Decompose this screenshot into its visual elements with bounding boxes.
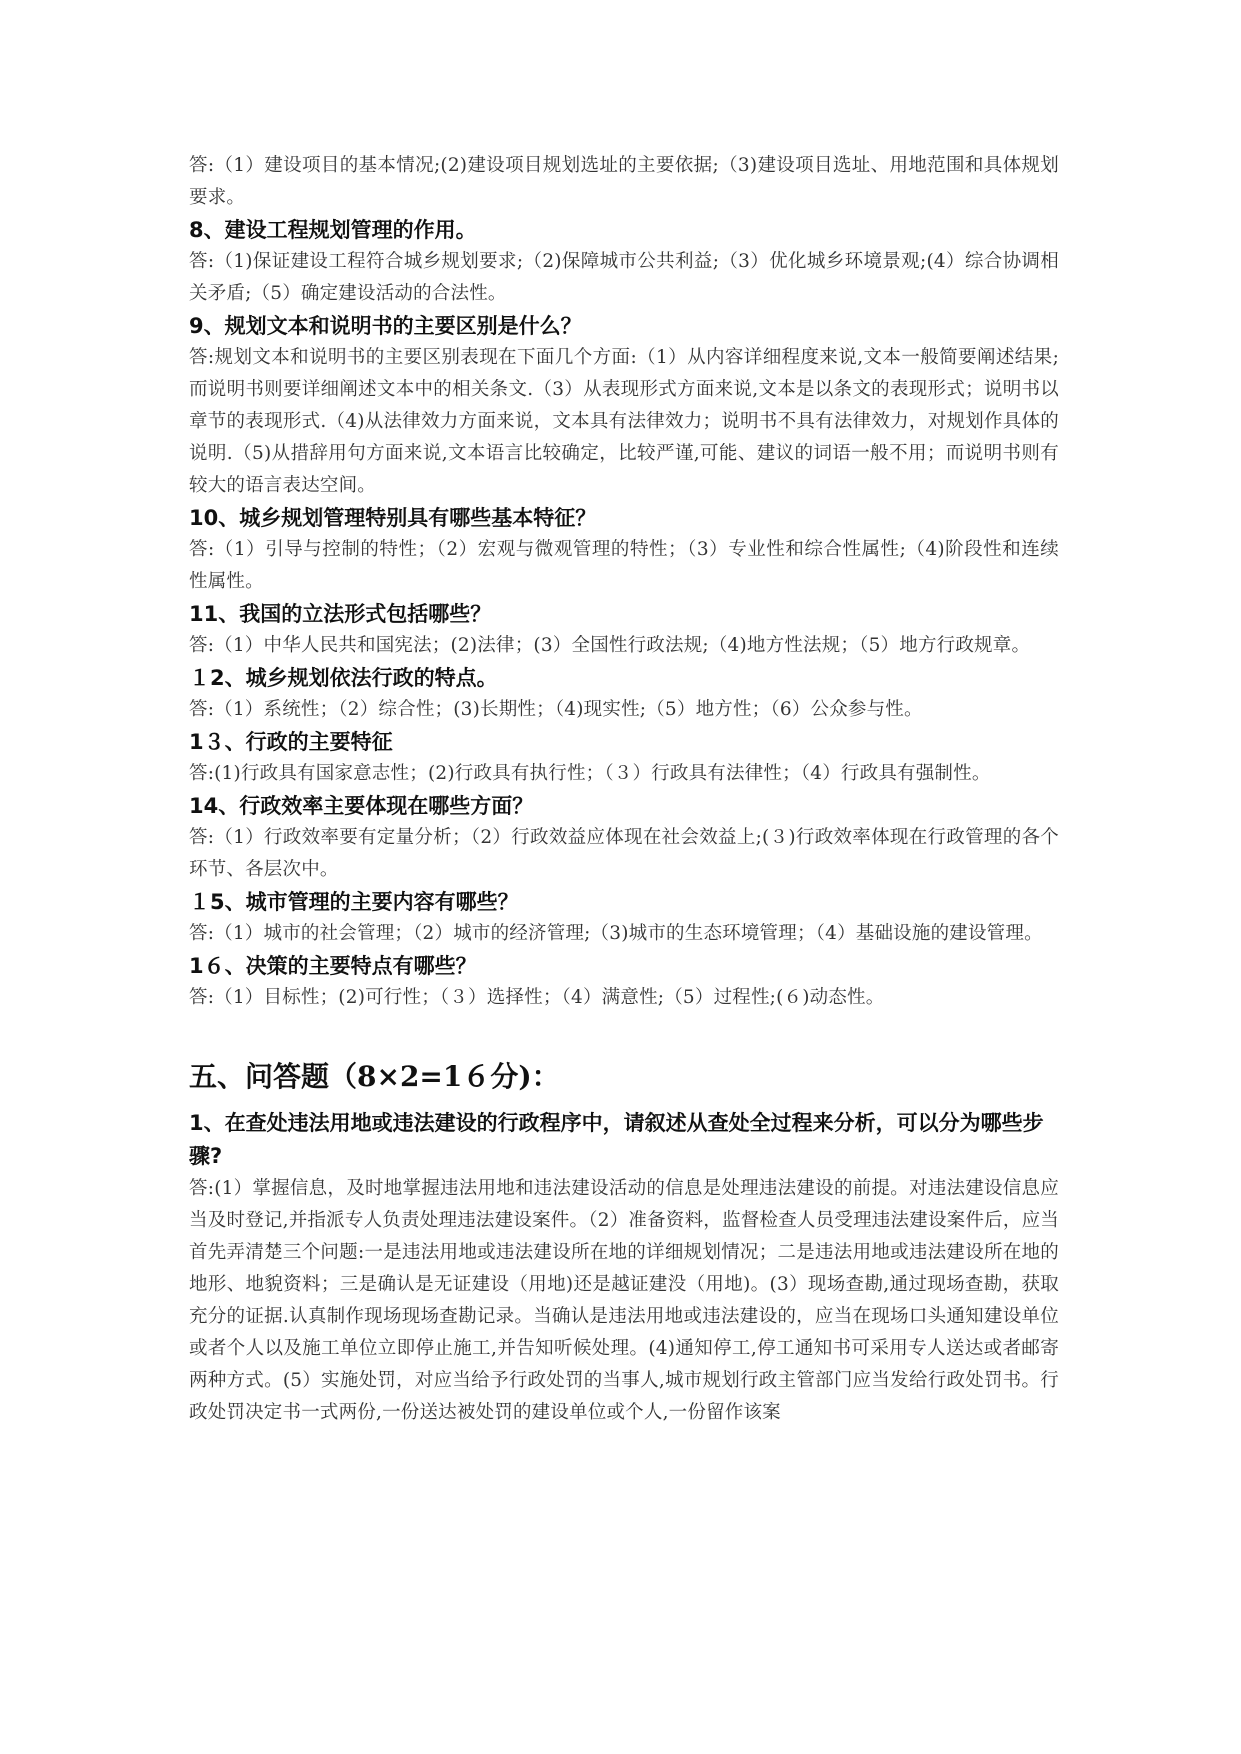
question-heading: 14、行政效率主要体现在哪些方面？ [189,794,534,818]
answer-text: 答:(1)行政具有国家意志性；(2)行政具有执行性；（３）行政具有法律性；（4）行政具有强制性。 [189,763,991,784]
question-heading: 8、建设工程规划管理的作用。 [189,218,477,242]
question-heading: 10、城乡规划管理特别具有哪些基本特征？ [189,506,597,530]
question-heading: １2、城乡规划依法行政的特点。 [189,666,498,690]
section-heading: 五、问答题（8×2=1６分)： [189,1060,560,1093]
answer-text: 答:（1）行政效率要有定量分析；（2）行政效益应体现在社会效益上;(３)行政效率体现在行政管理的各个环节、各层次中。 [189,827,1059,880]
question-heading: 11、我国的立法形式包括哪些？ [189,602,492,626]
answer-text: 答:规划文本和说明书的主要区别表现在下面几个方面:（1）从内容详细程度来说,文本一般简要阐述结果;而说明书则要详细阐述文本中的相关条文.（3）从表现形式方面来说,文本是以条文的表现形式；说明书以章节的表现形式.（4)从法律效力方面来说，文本具有法律效力；说明书不具有法律效力，对规划作具体的说明.（5)从措辞用句方面来说,文本语言比较确定，比较严谨,可能、建议的词语一般不用；而说明书则有较大的语言表达空间。 [189,347,1059,496]
answer-text: 答:（1）建设项目的基本情况;(2)建设项目规划选址的主要依据;（3)建设项目选址、用地范围和具体规划要求。 [189,155,1059,208]
question-heading: 1３、行政的主要特征 [189,730,393,754]
answer-text: 答:（1）目标性；(2)可行性；（３）选择性；（4）满意性;（5）过程性;(６)动态性。 [189,987,885,1008]
question-heading: 1６、决策的主要特点有哪些？ [189,954,477,978]
answer-text: 答:（1）系统性；（2）综合性；(3)长期性；（4)现实性;（5）地方性；（6）公众参与性。 [189,699,923,720]
answer-text: 答:（1）中华人民共和国宪法；(2)法律；(3）全国性行政法规;（4)地方性法规；（5）地方行政规章。 [189,635,1031,656]
question-heading: 1、在查处违法用地或违法建设的行政程序中，请叙述从查处全过程来分析，可以分为哪些步骤? [189,1111,1044,1168]
answer-text: 答:(1）掌握信息，及时地掌握违法用地和违法建设活动的信息是处理违法建设的前提。对违法建设信息应当及时登记,并指派专人负责处理违法建设案件。（2）准备资料，监督检查人员受理违法建设案件后，应当首先弄清楚三个问题:一是违法用地或违法建设所在地的详细规划情况；二是违法用地或违法建设所在地的地形、地貌资料；三是确认是无证建设（用地)还是越证建没（用地)。(3）现场查勘,通过现场查勘，获取充分的证据.认真制作现场现场查勘记录。当确认是违法用地或违法建设的，应当在现场口头通知建设单位或者个人以及施工单位立即停止施工,并告知听候处理。(4)通知停工,停工通知书可采用专人送达或者邮寄两种方式。(5）实施处罚，对应当给予行政处罚的当事人,城市规划行政主管部门应当发给行政处罚书。行政处罚决定书一式两份,一份送达被处罚的建设单位或个人,一份留作该案 [189,1178,1059,1423]
question-heading: 9、规划文本和说明书的主要区别是什么？ [189,314,582,338]
answer-text: 答:（1）城市的社会管理；（2）城市的经济管理;（3)城市的生态环境管理；（4）基础设施的建设管理。 [189,923,1043,944]
document-page [189,150,1059,1429]
answer-text: 答:（1）引导与控制的特性；（2）宏观与微观管理的特性；（3）专业性和综合性属性;（4)阶段性和连续性属性。 [189,539,1059,592]
answer-text: 答:（1)保证建设工程符合城乡规划要求;（2)保障城市公共利益;（3）优化城乡环境景观;(4）综合协调相关矛盾;（5）确定建设活动的合法性。 [189,251,1059,304]
question-heading: １5、城市管理的主要内容有哪些？ [189,890,519,914]
